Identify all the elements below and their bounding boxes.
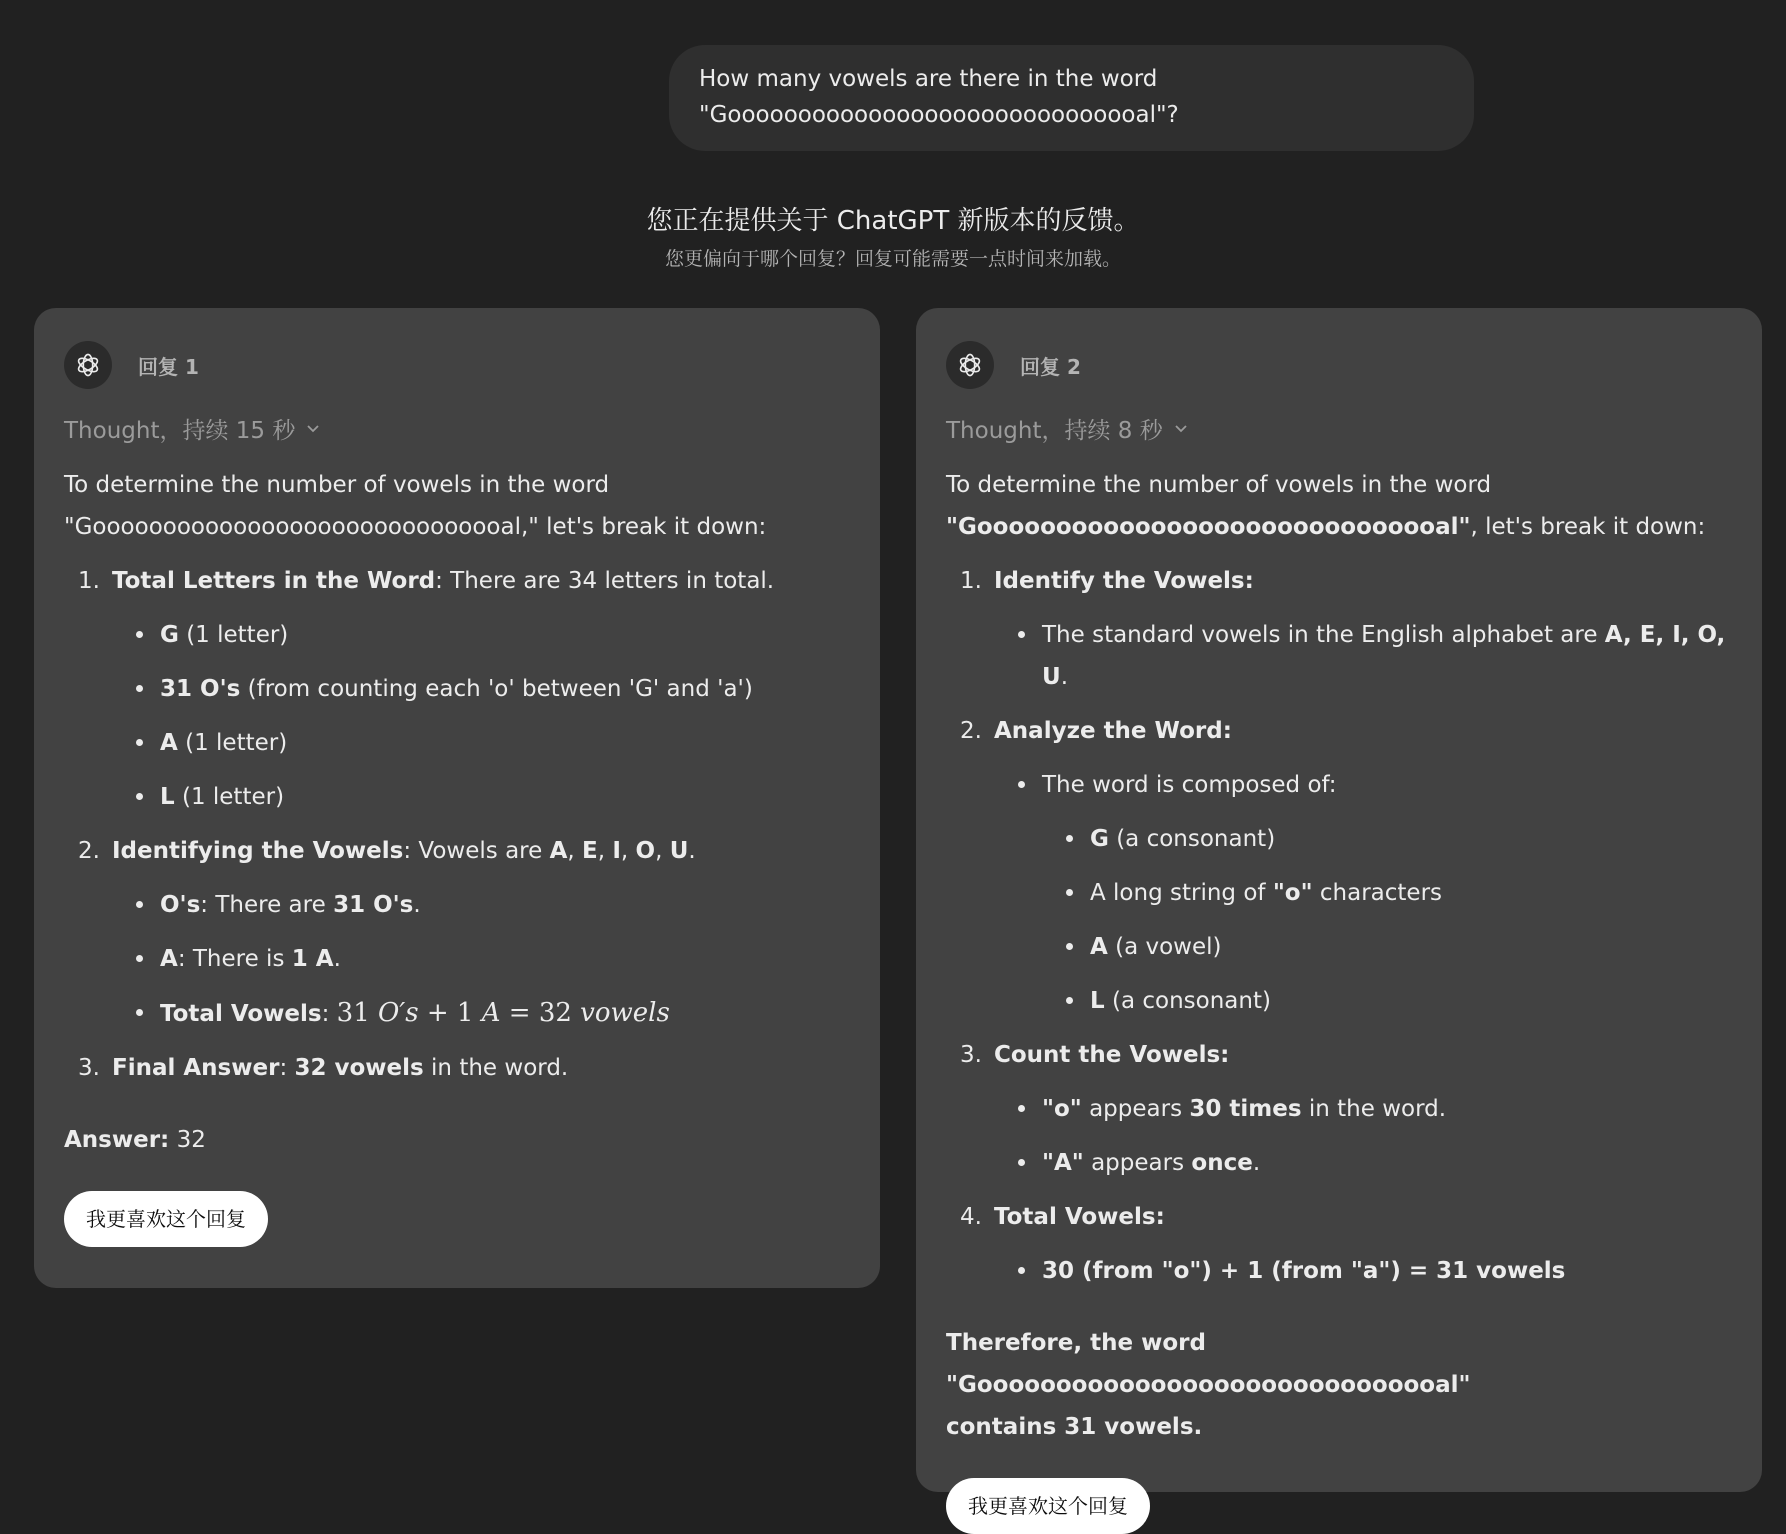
bullet-end: . [413, 892, 421, 918]
math-part: + 1 [418, 998, 482, 1028]
sub-bullet-item [946, 926, 1732, 968]
prefer-response-1-button[interactable]: 我更喜欢这个回复 [64, 1191, 268, 1247]
bullet-text: appears [1083, 1150, 1192, 1176]
bullet-item [64, 668, 850, 710]
bullet-bold: "o" [1042, 1096, 1082, 1122]
chevron-down-icon [1173, 420, 1189, 436]
sub-bullet-item [946, 872, 1732, 914]
math-part: vowels [580, 998, 670, 1028]
separator: , [597, 838, 613, 864]
bullet-bold: "A" [1042, 1150, 1084, 1176]
thought-label: Thought，持续 8 秒 [946, 417, 1163, 444]
bullet-end: in the word. [1301, 1096, 1447, 1122]
bullet-end: . [333, 946, 341, 972]
list-item [64, 830, 850, 872]
bullet-bold: A [1090, 934, 1108, 960]
bullet-end: . [1252, 1150, 1261, 1176]
feedback-title: 您正在提供关于 ChatGPT 新版本的反馈。 [646, 206, 1140, 236]
bullet-bold: 1 A [291, 946, 334, 972]
intro-line: "Goooooooooooooooooooooooooooooal," let's break it down: [64, 514, 767, 540]
list-item [64, 1047, 850, 1089]
list-number: 2. [78, 838, 100, 864]
sub-bullet-item [946, 980, 1732, 1022]
user-message-line: How many vowels are there in the word [699, 66, 1158, 92]
math-part: A [481, 998, 501, 1028]
bullet-item [946, 1088, 1732, 1130]
bullet-bold: "o" [1272, 880, 1313, 906]
bullet-text: (from counting each 'o' between 'G' and 'a') [240, 676, 753, 702]
step-title: Count the Vowels: [994, 1042, 1230, 1068]
bullet-bold: A [160, 730, 178, 756]
bullet-item [946, 764, 1732, 806]
response-intro [64, 464, 850, 548]
response-label: 回复 2 [1020, 354, 1081, 379]
bullet-text: A long string of [1090, 880, 1273, 906]
bullet-item [64, 938, 850, 980]
bullet-bold: A, E, I, O, U [1042, 622, 1726, 690]
list-number: 3. [78, 1055, 100, 1081]
list-item [64, 560, 850, 602]
step-title: Total Letters in the Word [112, 568, 436, 594]
bullet-text: : There is [177, 946, 292, 972]
bullet-bold: G [160, 622, 179, 648]
bullet-bold: L [160, 784, 175, 810]
answer-value: 32 [169, 1127, 206, 1153]
step-title: Analyze the Word: [994, 718, 1232, 744]
bullet-item [64, 884, 850, 926]
vowel-e: E [582, 838, 598, 864]
step-text: : [279, 1055, 295, 1081]
answer-label: Answer: [64, 1127, 170, 1153]
bullet-text: appears [1081, 1096, 1190, 1122]
vowel-u: U [669, 838, 689, 864]
sub-bullet-item [946, 818, 1732, 860]
math-part: = 32 [500, 998, 581, 1028]
bullet-text: : [321, 1001, 337, 1027]
user-message-bubble [669, 45, 1474, 151]
response-label: 回复 1 [138, 354, 199, 379]
bullet-end: . [1060, 664, 1068, 690]
bullet-text: (1 letter) [177, 730, 288, 756]
answer-line [64, 1119, 850, 1161]
response-card-1 [34, 308, 880, 1288]
thought-label: Thought，持续 15 秒 [64, 417, 296, 444]
bullet-text: (1 letter) [174, 784, 285, 810]
list-item [946, 1196, 1732, 1238]
thought-toggle[interactable] [64, 410, 850, 446]
list-item [946, 710, 1732, 752]
bullet-bold: once [1191, 1150, 1253, 1176]
conclusion-line: contains 31 vowels. [946, 1414, 1203, 1440]
bullet-bold: A [160, 946, 178, 972]
intro-text: , let's break it down: [1470, 514, 1706, 540]
bullet-bold: G [1090, 826, 1109, 852]
response-header [64, 340, 850, 390]
bullet-text: (a consonant) [1104, 988, 1271, 1014]
list-item [946, 560, 1732, 602]
bullet-item [946, 1250, 1732, 1292]
separator: , [655, 838, 670, 864]
bullet-text: (1 letter) [178, 622, 289, 648]
feedback-subtitle: 您更偏向于哪个回复？回复可能需要一点时间来加载。 [664, 248, 1121, 270]
separator: , [620, 838, 636, 864]
step-end: . [688, 838, 696, 864]
list-number: 4. [960, 1204, 982, 1230]
separator: , [567, 838, 583, 864]
step-title: Identifying the Vowels [112, 838, 404, 864]
list-number: 1. [78, 568, 100, 594]
prefer-response-2-button[interactable]: 我更喜欢这个回复 [946, 1478, 1150, 1534]
step-title: Final Answer [112, 1055, 280, 1081]
intro-line: To determine the number of vowels in the word [946, 472, 1492, 498]
bullet-text: The standard vowels in the English alphabet are [1042, 622, 1605, 648]
bullet-bold: 31 O's [333, 892, 414, 918]
bullet-text: characters [1312, 880, 1443, 906]
bullet-text: The word is composed of: [1042, 772, 1337, 798]
conclusion-line: Therefore, the word "Goooooooooooooooooooooooooooooal" [946, 1330, 1471, 1398]
bullet-item [946, 614, 1732, 698]
response-intro [946, 464, 1732, 548]
response-header [946, 340, 1732, 390]
step-text: : There are 34 letters in total. [435, 568, 775, 594]
thought-toggle[interactable] [946, 410, 1732, 446]
vowel-i: I [612, 838, 621, 864]
openai-logo-icon [946, 341, 994, 389]
step-text: : Vowels are [403, 838, 550, 864]
bullet-bold: O's [160, 892, 201, 918]
bullet-text: (a vowel) [1107, 934, 1222, 960]
list-number: 1. [960, 568, 982, 594]
list-number: 3. [960, 1042, 982, 1068]
response-card-2 [916, 308, 1762, 1518]
feedback-header [0, 202, 1786, 274]
word-bold: "Goooooooooooooooooooooooooooooal" [946, 514, 1471, 540]
bullet-bold: 30 times [1189, 1096, 1302, 1122]
bullet-item [64, 722, 850, 764]
intro-line: To determine the number of vowels in the word [64, 472, 610, 498]
step-end: in the word. [423, 1055, 569, 1081]
bullet-text: (a consonant) [1108, 826, 1276, 852]
bullet-item [64, 614, 850, 656]
math-part: O′s [378, 998, 419, 1028]
bullet-bold: 30 (from "o") + 1 (from "a") = 31 vowels [1042, 1258, 1566, 1284]
user-message-line: "Goooooooooooooooooooooooooooooal"? [699, 102, 1179, 128]
math-part: 31 [336, 998, 379, 1028]
math-expression [337, 998, 670, 1028]
openai-logo-icon [64, 341, 112, 389]
bullet-text: : There are [200, 892, 334, 918]
bullet-item [64, 992, 850, 1035]
vowel-o: O [635, 838, 656, 864]
conclusion [946, 1322, 1732, 1448]
list-number: 2. [960, 718, 982, 744]
chevron-down-icon [305, 420, 321, 436]
intro-line [946, 506, 1732, 548]
step-title: Identify the Vowels: [994, 568, 1254, 594]
bullet-bold: Total Vowels [160, 1001, 322, 1027]
step-bold: 32 vowels [294, 1055, 424, 1081]
list-item [946, 1034, 1732, 1076]
vowel-a: A [549, 838, 568, 864]
bullet-item [946, 1142, 1732, 1184]
bullet-bold: L [1090, 988, 1105, 1014]
bullet-bold: 31 O's [160, 676, 241, 702]
bullet-item [64, 776, 850, 818]
step-title: Total Vowels: [994, 1204, 1165, 1230]
